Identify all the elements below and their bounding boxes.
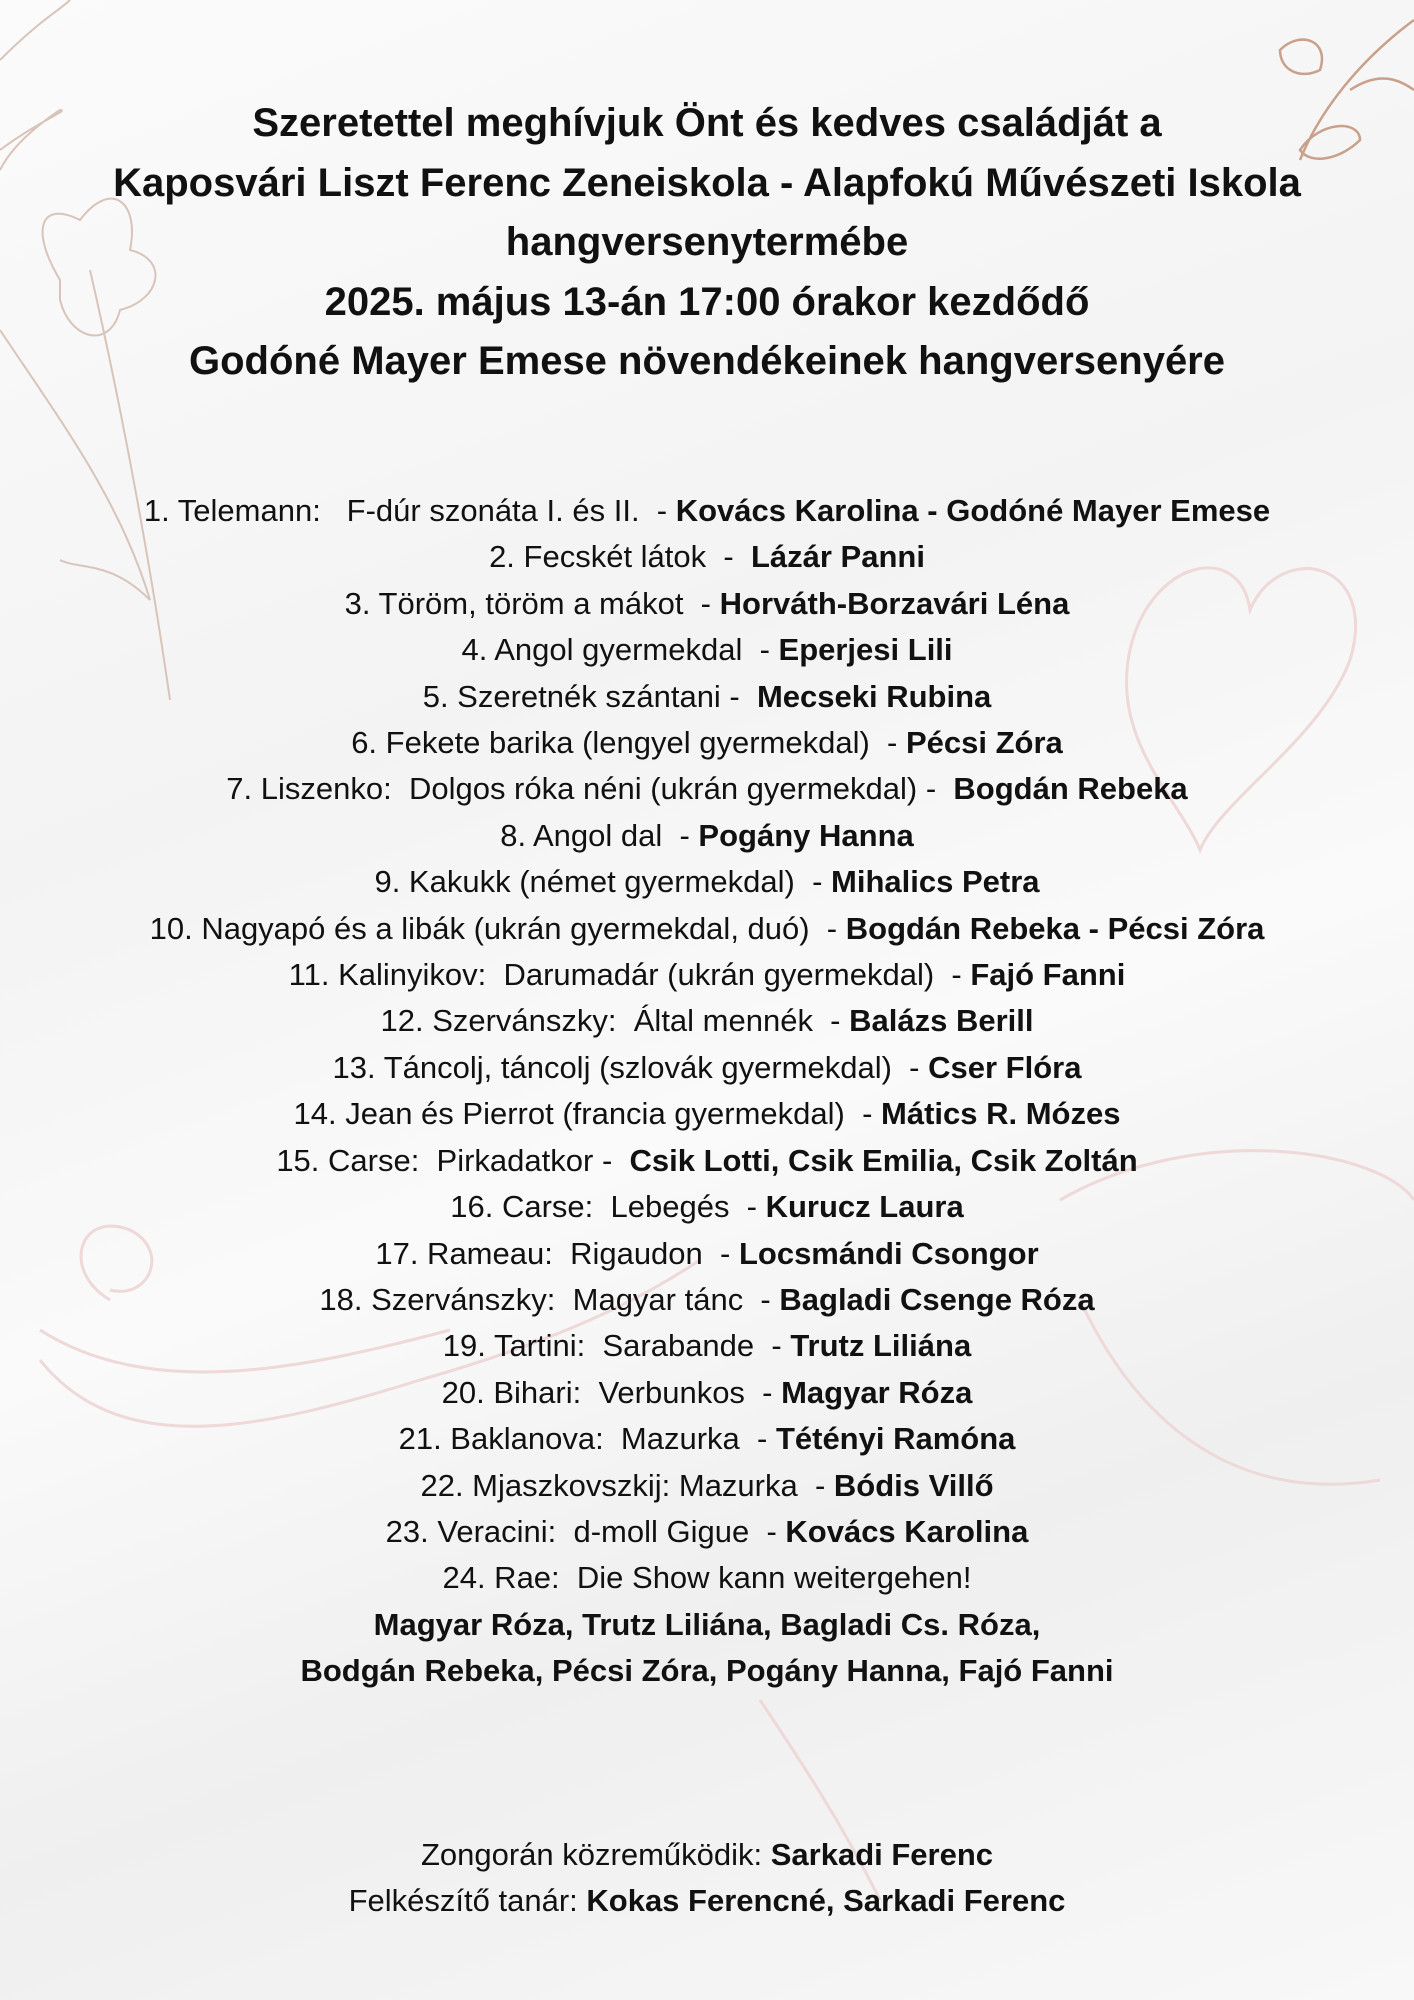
piano-credit [0, 1832, 1414, 1878]
performer-name: Fajó Fanni [970, 957, 1126, 993]
piece-title: 11. Kalinyikov: Darumadár (ukrán gyermekdal) - [288, 957, 971, 993]
performer-name: Cser Flóra [928, 1049, 1082, 1085]
piece-title: 10. Nagyapó és a libák (ukrán gyermekdal, duó) - [149, 910, 846, 946]
performer-name: Tétényi Ramóna [775, 1421, 1016, 1457]
program-item [0, 488, 1414, 534]
performer-name: Eperjesi Lili [778, 632, 953, 668]
performer-name: Bogdán Rebeka [953, 771, 1188, 807]
piece-title: 16. Carse: Lebegés - [450, 1189, 766, 1225]
performer-name: Bogdán Rebeka - Pécsi Zóra [845, 910, 1265, 946]
performer-name: Bagladi Csenge Róza [779, 1281, 1095, 1317]
program-item [0, 627, 1414, 673]
piano-name: Sarkadi Ferenc [770, 1837, 994, 1872]
piece-title: 9. Kakukk (német gyermekdal) - [374, 864, 832, 900]
piece-title: 20. Bihari: Verbunkos - [441, 1374, 782, 1410]
performer-name: Bódis Villő [833, 1467, 994, 1503]
performer-name: Magyar Róza [781, 1374, 973, 1410]
piece-title: 8. Angol dal - [500, 817, 699, 853]
piece-title: 7. Liszenko: Dolgos róka néni (ukrán gyermekdal) - [226, 771, 954, 807]
title-line: Szeretettel meghívjuk Önt és kedves családját a [252, 101, 1162, 145]
performer-name: Lázár Panni [750, 539, 925, 575]
performer-name: Kurucz Laura [765, 1189, 964, 1225]
performer-name: Pécsi Zóra [905, 725, 1063, 761]
teacher-label: Felkészítő tanár: [348, 1883, 587, 1918]
program-item [0, 1138, 1414, 1184]
program-item [0, 720, 1414, 766]
teacher-credit [0, 1878, 1414, 1924]
performer-name: Kovács Karolina [785, 1513, 1029, 1549]
concert-program-list [0, 488, 1414, 1695]
performer-name: Horváth-Borzavári Léna [719, 585, 1070, 621]
piece-title: 13. Táncolj, táncolj (szlovák gyermekdal) - [332, 1049, 929, 1085]
piece-title: 17. Rameau: Rigaudon - [375, 1235, 739, 1271]
program-item [0, 1370, 1414, 1416]
program-item [0, 906, 1414, 952]
final-performers-line: Magyar Róza, Trutz Liliána, Bagladi Cs. Róza, [373, 1606, 1041, 1642]
program-item [0, 1463, 1414, 1509]
piece-title: 24. Rae: Die Show kann weitergehen! [442, 1560, 972, 1596]
program-item [0, 998, 1414, 1044]
program-item [0, 952, 1414, 998]
teacher-names: Kokas Ferencné, Sarkadi Ferenc [586, 1883, 1066, 1918]
performer-name: Balázs Berill [849, 1003, 1034, 1039]
program-item [0, 1509, 1414, 1555]
program-item [0, 1323, 1414, 1369]
performer-name: Mecseki Rubina [756, 678, 992, 714]
program-item [0, 766, 1414, 812]
piece-title: 14. Jean és Pierrot (francia gyermekdal) - [293, 1096, 882, 1132]
title-line: hangversenytermébe [505, 220, 909, 264]
piece-title: 3. Töröm, töröm a mákot - [344, 585, 720, 621]
performer-name: Mihalics Petra [831, 864, 1040, 900]
piece-title: 2. Fecskét látok - [489, 539, 751, 575]
performer-name: Csik Lotti, Csik Emilia, Csik Zoltán [629, 1142, 1138, 1178]
piece-title: 15. Carse: Pirkadatkor - [276, 1142, 630, 1178]
piece-title: 1. Telemann: F-dúr szonáta I. és II. - [143, 493, 676, 528]
program-item [0, 1184, 1414, 1230]
piece-title: 6. Fekete barika (lengyel gyermekdal) - [351, 725, 906, 761]
program-item [0, 859, 1414, 905]
program-item [0, 534, 1414, 580]
performer-name: Trutz Liliána [790, 1328, 972, 1364]
program-item [0, 1231, 1414, 1277]
piece-title: 5. Szeretnék szántani - [422, 678, 757, 714]
title-line: Godóné Mayer Emese növendékeinek hangversenyére [189, 339, 1225, 383]
performer-name: Kovács Karolina - Godóné Mayer Emese [675, 493, 1271, 528]
program-item [0, 813, 1414, 859]
program-item [0, 674, 1414, 720]
performer-name: Mátics R. Mózes [881, 1096, 1121, 1132]
program-item [0, 1555, 1414, 1601]
performer-name: Locsmándi Csongor [738, 1235, 1039, 1271]
piece-title: 21. Baklanova: Mazurka - [398, 1421, 776, 1457]
piece-title: 19. Tartini: Sarabande - [442, 1328, 791, 1364]
piece-title: 22. Mjaszkovszkij: Mazurka - [420, 1467, 834, 1503]
piece-title: 12. Szervánszky: Által mennék - [380, 1003, 850, 1039]
piece-title: 18. Szervánszky: Magyar tánc - [319, 1281, 780, 1317]
piece-title: 4. Angol gyermekdal - [461, 632, 779, 668]
title-line: 2025. május 13-án 17:00 órakor kezdődő [324, 279, 1090, 324]
program-item [0, 581, 1414, 627]
final-performers-line: Bodgán Rebeka, Pécsi Zóra, Pogány Hanna, Fajó Fanni [300, 1653, 1114, 1689]
invitation-title [0, 94, 1414, 392]
title-line: Kaposvári Liszt Ferenc Zeneiskola - Alapfokú Művészeti Iskola [113, 160, 1301, 205]
credits [0, 1832, 1414, 1924]
performer-name: Pogány Hanna [698, 817, 914, 853]
piece-title: 23. Veracini: d-moll Gigue - [385, 1513, 786, 1549]
program-item [0, 1416, 1414, 1462]
program-item [0, 1091, 1414, 1137]
program-item [0, 1045, 1414, 1091]
piano-label: Zongorán közreműködik: [420, 1837, 771, 1872]
program-item [0, 1277, 1414, 1323]
